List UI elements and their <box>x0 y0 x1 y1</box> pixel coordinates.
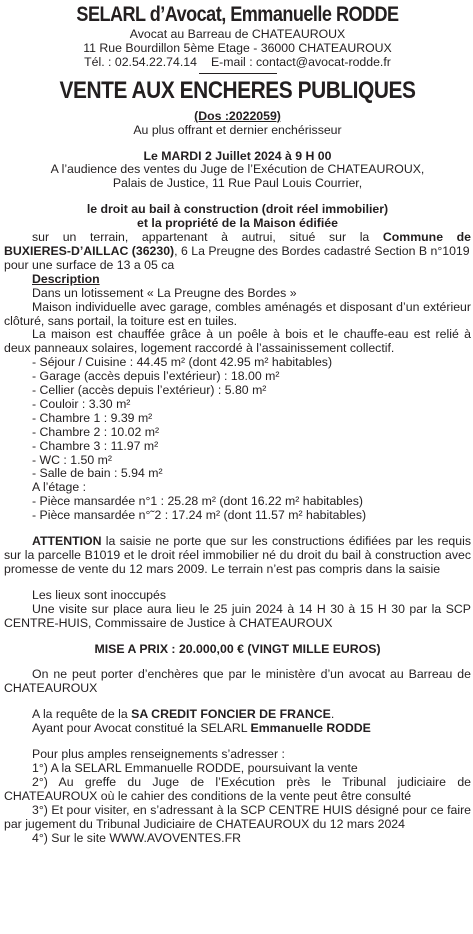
room-item: - Couloir : 3.30 m² <box>32 396 131 411</box>
firm-address: 11 Rue Bourdillon 5ème Etage - 36000 CHATEAUROUX <box>83 40 392 55</box>
room-item: - Chambre 1 : 9.39 m² <box>32 410 153 425</box>
request-suffix: . <box>330 707 335 722</box>
info-item: 4°) Sur le site WWW.AVOVENTES.FR <box>32 830 241 845</box>
room-list <box>4 356 471 523</box>
hearing-line-1: A l’audience des ventes du Juge de l’Exécution de CHATEAUROUX, <box>50 162 425 177</box>
visit-p2: Une visite sur place aura lieu le 25 juin 2024 à 14 H 30 à 15 H 30 par la SCP CENTRE-HUIS, Commissaire de Justice à CHATEAUROUX <box>4 601 471 630</box>
attention-label: ATTENTION <box>32 534 102 549</box>
info-item: 2°) Au greffe du Juge de l’Exécution près le Tribunal judiciaire de CHATEAUROUX où le cahier des conditions de la vente peut être consulté <box>4 774 471 803</box>
visit-p1: Les lieux sont inoccupés <box>32 587 166 602</box>
commune-name: BUXIERES-D’AILLAC (36230) <box>4 243 175 258</box>
attention-text: la saisie ne porte que sur les constructions édifiées par les requis sur la parcelle B1019 et le droit réel immobilier né du droit du bail à construction avec promesse de vente du 12 mars 2009. Le terrain n’est pas compris dans la saisie <box>4 534 471 576</box>
hearing-date: Le MARDI 2 Juillet 2024 à 9 H 00 <box>143 148 332 163</box>
phone: Tél. : 02.54.22.74.14 <box>84 54 197 69</box>
starting-price: MISE A PRIX : 20.000,00 € (VINGT MILLE EUROS) <box>94 641 381 656</box>
floor-room-item: - Pièce mansardée n°˜2 : 17.24 m² (dont 11.57 m² habitables) <box>32 508 367 523</box>
room-item: - Salle de bain : 5.94 m² <box>32 466 163 481</box>
location-line-2 <box>4 245 471 259</box>
room-item: - Cellier (accès depuis l’extérieur) : 5.80 m² <box>32 383 267 398</box>
location-line-3: pour une surface de 13 a 05 ca <box>4 257 175 272</box>
dossier-number <box>4 110 471 124</box>
description-p1: Dans un lotissement « La Preugne des Bordes » <box>32 285 297 300</box>
object-line-2: et la propriété de la Maison édifiée <box>137 216 338 231</box>
bar-line: Avocat au Barreau de CHATEAUROUX <box>129 27 346 41</box>
commune-label: Commune de <box>382 230 471 245</box>
firm-name: SELARL d’Avocat, Emmanuelle RODDE <box>76 3 399 26</box>
room-item: - Chambre 3 : 11.97 m² <box>32 438 159 453</box>
floor-room-item: - Pièce mansardée n°1 : 25.28 m² (dont 16.22 m² habitables) <box>32 494 363 509</box>
room-item: - WC : 1.50 m² <box>32 452 112 467</box>
bids-note: On ne peut porter d’enchères que par le ministère d’un avocat au Barreau de CHATEAUROUX <box>4 667 471 696</box>
location-address: , 6 La Preugne des Bordes cadastré Section B n°1019 <box>174 243 470 258</box>
description-p3: La maison est chauffée grâce à un poêle à bois et le chauffe-eau est relié à deux panneaux solaires, logement raccordé à l’assainissement collectif. <box>4 327 471 356</box>
counsel-prefix: Ayant pour Avocat constitué la SELARL <box>32 721 251 736</box>
room-item: - Chambre 2 : 10.02 m² <box>32 424 160 439</box>
location-line-1 <box>4 231 471 245</box>
info-item: 1°) A la SELARL Emmanuelle RODDE, poursuivant la vente <box>32 760 358 775</box>
header-divider <box>199 73 277 74</box>
counsel-line <box>4 722 471 736</box>
subtitle: Au plus offrant et dernier enchérisseur <box>133 122 342 137</box>
room-item: - Séjour / Cuisine : 44.45 m² (dont 42.95 m² habitables) <box>32 355 333 370</box>
description-heading: Description <box>32 271 100 286</box>
contact-line <box>4 56 471 70</box>
creditor-name: SA CREDIT FONCIER DE FRANCE <box>131 707 331 722</box>
floor-label: A l’étage : <box>32 480 87 495</box>
object-line-1: le droit au bail à construction (droit réel immobilier) <box>86 202 389 217</box>
hearing-line-2: Palais de Justice, 11 Rue Paul Louis Courrier, <box>112 176 363 191</box>
attention-paragraph <box>4 535 471 577</box>
request-prefix: A la requête de la <box>32 707 132 722</box>
info-heading: Pour plus amples renseignements s’adresser : <box>32 747 285 762</box>
legal-notice <box>0 4 473 934</box>
info-item: 3°) Et pour visiter, en s’adressant à la SCP CENTRE HUIS désigné pour ce faire par jugement du Tribunal Judiciaire de CHATEAUROUX du 12 mars 2024 <box>4 802 471 831</box>
email: E-mail : contact@avocat-rodde.fr <box>210 54 391 69</box>
room-item: - Garage (accès depuis l’extérieur) : 18.00 m² <box>32 369 280 384</box>
notice-title: VENTE AUX ENCHERES PUBLIQUES <box>59 76 416 104</box>
counsel-name: Emmanuelle RODDE <box>250 721 371 736</box>
dossier-text: (Dos :2022059) <box>194 108 281 123</box>
request-line <box>4 708 471 722</box>
location-text: sur un terrain, appartenant à autrui, situé sur la <box>32 230 370 245</box>
description-p2: Maison individuelle avec garage, combles aménagés et disposant d’un extérieur clôturé, sans portail, la toiture est en tuiles. <box>4 299 471 328</box>
